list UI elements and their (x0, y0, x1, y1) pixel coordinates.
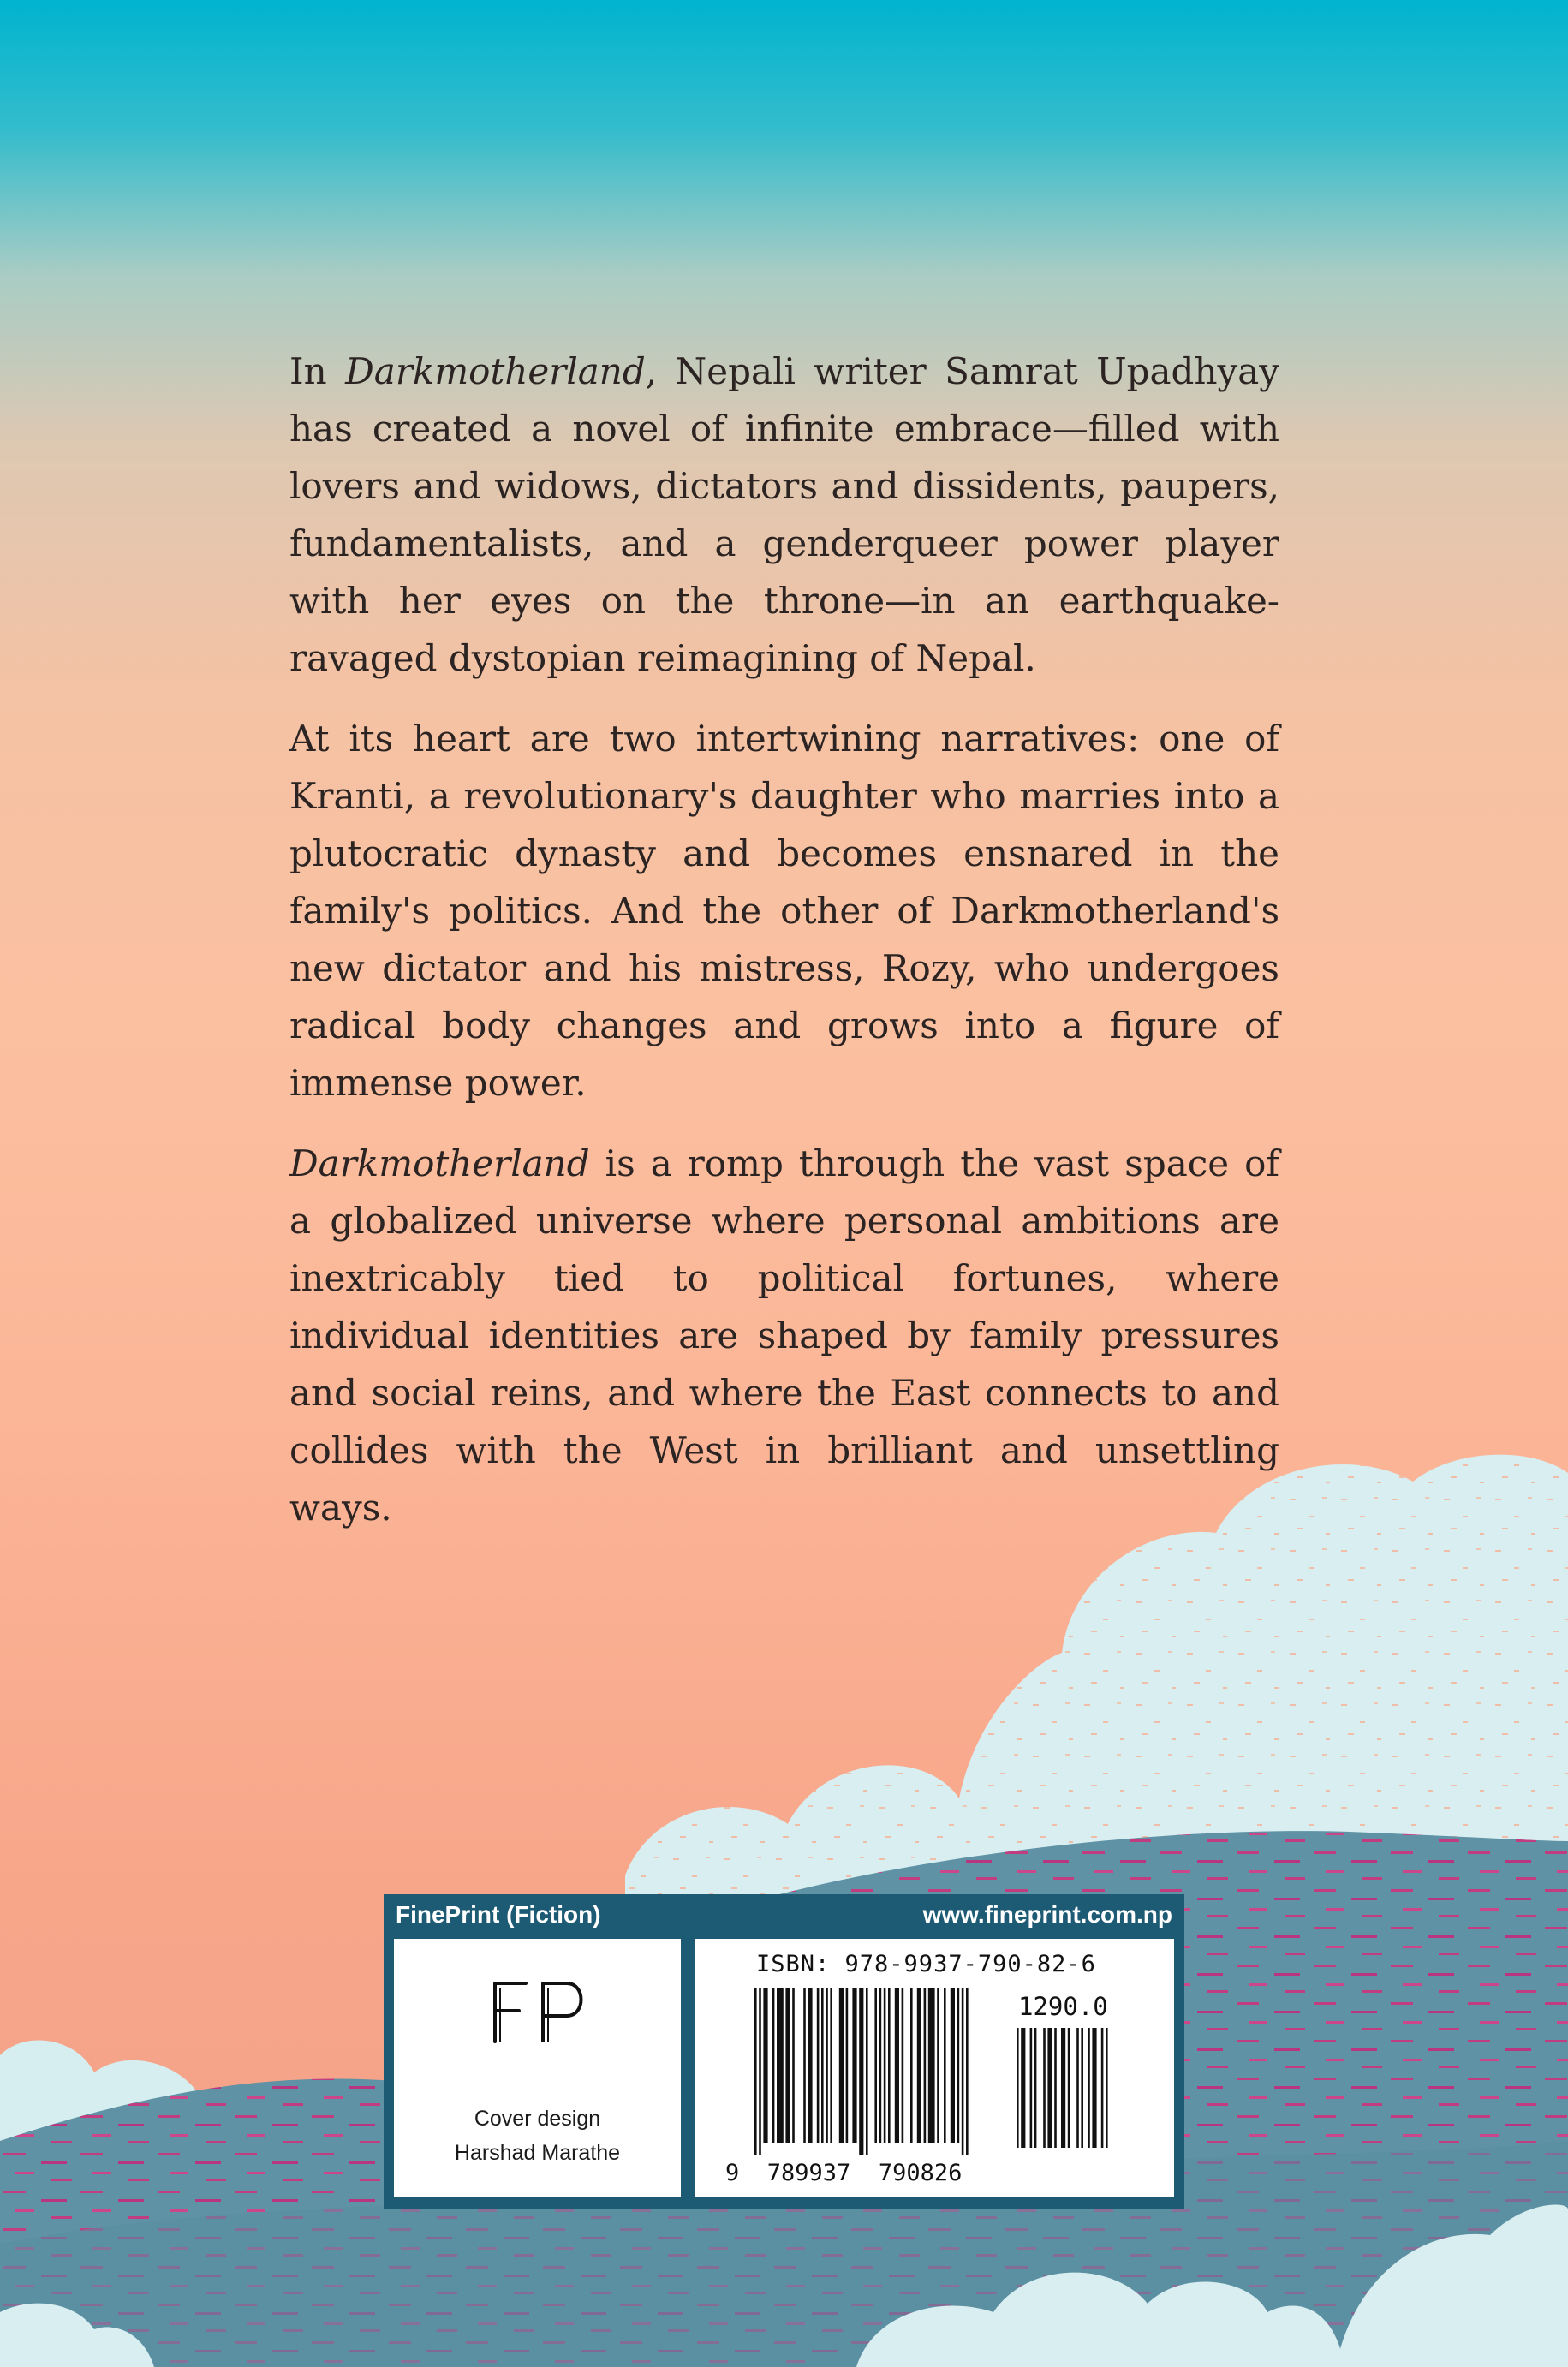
barcode-bar (852, 1988, 856, 2143)
publisher-logo-box (394, 1939, 681, 2197)
barcode-bar (808, 1988, 812, 2143)
barcode-bar (902, 1988, 904, 2143)
price-barcode (1017, 2028, 1145, 2156)
barcode-bar (1061, 2028, 1065, 2148)
cover-design-label: Cover design (474, 2107, 601, 2131)
barcode-bar (937, 1988, 939, 2143)
barcode-bar (1043, 2028, 1046, 2148)
barcode-bar (879, 1988, 882, 2143)
barcode-bar (884, 1988, 886, 2143)
barcode-bar (910, 1988, 913, 2143)
barcode-bar (1047, 2028, 1052, 2148)
barcode-bar (1017, 2028, 1019, 2148)
barcode-bar (846, 1988, 849, 2143)
cover-designer-name: Harshad Marathe (454, 2141, 621, 2165)
barcode-bar (859, 1988, 863, 2155)
barcode-bar (944, 1988, 946, 2143)
publisher-label: FinePrint (Fiction) (396, 1901, 601, 1928)
barcode-bar (839, 1988, 844, 2143)
barcode-bar (924, 1988, 927, 2143)
barcode-bar (1088, 2028, 1090, 2148)
barcode-bar (917, 1988, 921, 2143)
barcode-bar (821, 1988, 824, 2143)
barcode-bar (888, 1988, 891, 2143)
barcode-bar (830, 1988, 832, 2143)
barcode-bar (957, 1988, 960, 2143)
barcode-bar (1092, 2028, 1096, 2148)
barcode-bar (785, 1988, 790, 2143)
price: 1290.0 (1018, 1992, 1108, 2021)
book-title-italic: Darkmotherland (345, 350, 646, 392)
barcode-bar (1021, 2028, 1025, 2148)
barcode-bar (754, 1988, 757, 2155)
barcode-bar (763, 1988, 767, 2143)
barcode-bar (826, 1988, 828, 2143)
barcode-bar (966, 1988, 969, 2155)
barcode-panel (384, 1894, 1184, 2209)
barcode-digits: 9 789937 790826 (725, 2160, 963, 2186)
barcode-bar (759, 1988, 761, 2155)
barcode-bar (777, 1988, 784, 2143)
blurb-paragraph-1: In Darkmotherland, Nepali writer Samrat Upadhyay has created a novel of infinite embrace—filled with lovers and widows, dictators and dissidents, paupers, fundamentalists, and a genderqueer power player with her eyes on the throne—in an earthquake-ravaged dystopian reimagining of Nepal. (289, 350, 1279, 679)
barcode-bar (1054, 2028, 1057, 2148)
barcode-bar (928, 1988, 935, 2143)
barcode-bar (1081, 2028, 1083, 2148)
barcode-bar (772, 1988, 775, 2143)
website-link[interactable]: www.fineprint.com.np (922, 1901, 1172, 1928)
barcode-bar (803, 1988, 806, 2143)
isbn-barcode (754, 1988, 1011, 2160)
barcode-bar (1034, 2028, 1037, 2148)
isbn-box (695, 1939, 1174, 2197)
barcode-bar (792, 1988, 795, 2143)
barcode-bar (1030, 2028, 1033, 2148)
barcode-bar (1076, 2028, 1079, 2148)
barcode-bar (1106, 2028, 1108, 2148)
barcode-bar (874, 1988, 877, 2143)
barcode-bar (951, 1988, 955, 2143)
barcode-bar (817, 1988, 820, 2143)
barcode-bar (1068, 2028, 1070, 2148)
book-title-italic: Darkmotherland (289, 1142, 590, 1184)
isbn-number: ISBN: 978-9937-790-82-6 (756, 1951, 1096, 1977)
barcode-bar (1101, 2028, 1104, 2148)
barcode-bar (895, 1988, 899, 2143)
blurb-text (289, 343, 1279, 1559)
barcode-bar (866, 1988, 868, 2155)
blurb-paragraph-3: Darkmotherland is a romp through the vast space of a globalized universe where personal ambitions are inextricably tied to political fortunes, where individual identities are shaped by family pressures and social reins, and where the East connects to and collides with the West in brilliant and unsettling ways. (289, 1142, 1279, 1529)
fp-logo-icon (488, 1980, 589, 2045)
barcode-bar (962, 1988, 964, 2155)
blurb-paragraph-2: At its heart are two intertwining narratives: one of Kranti, a revolutionary's daughter who marries into a plutocratic dynasty and becomes ensnared in the family's politics. And the other of Darkmotherland's new dictator and his mistress, Rozy, who undergoes radical body changes and grows into a figure of immense power. (289, 718, 1279, 1104)
